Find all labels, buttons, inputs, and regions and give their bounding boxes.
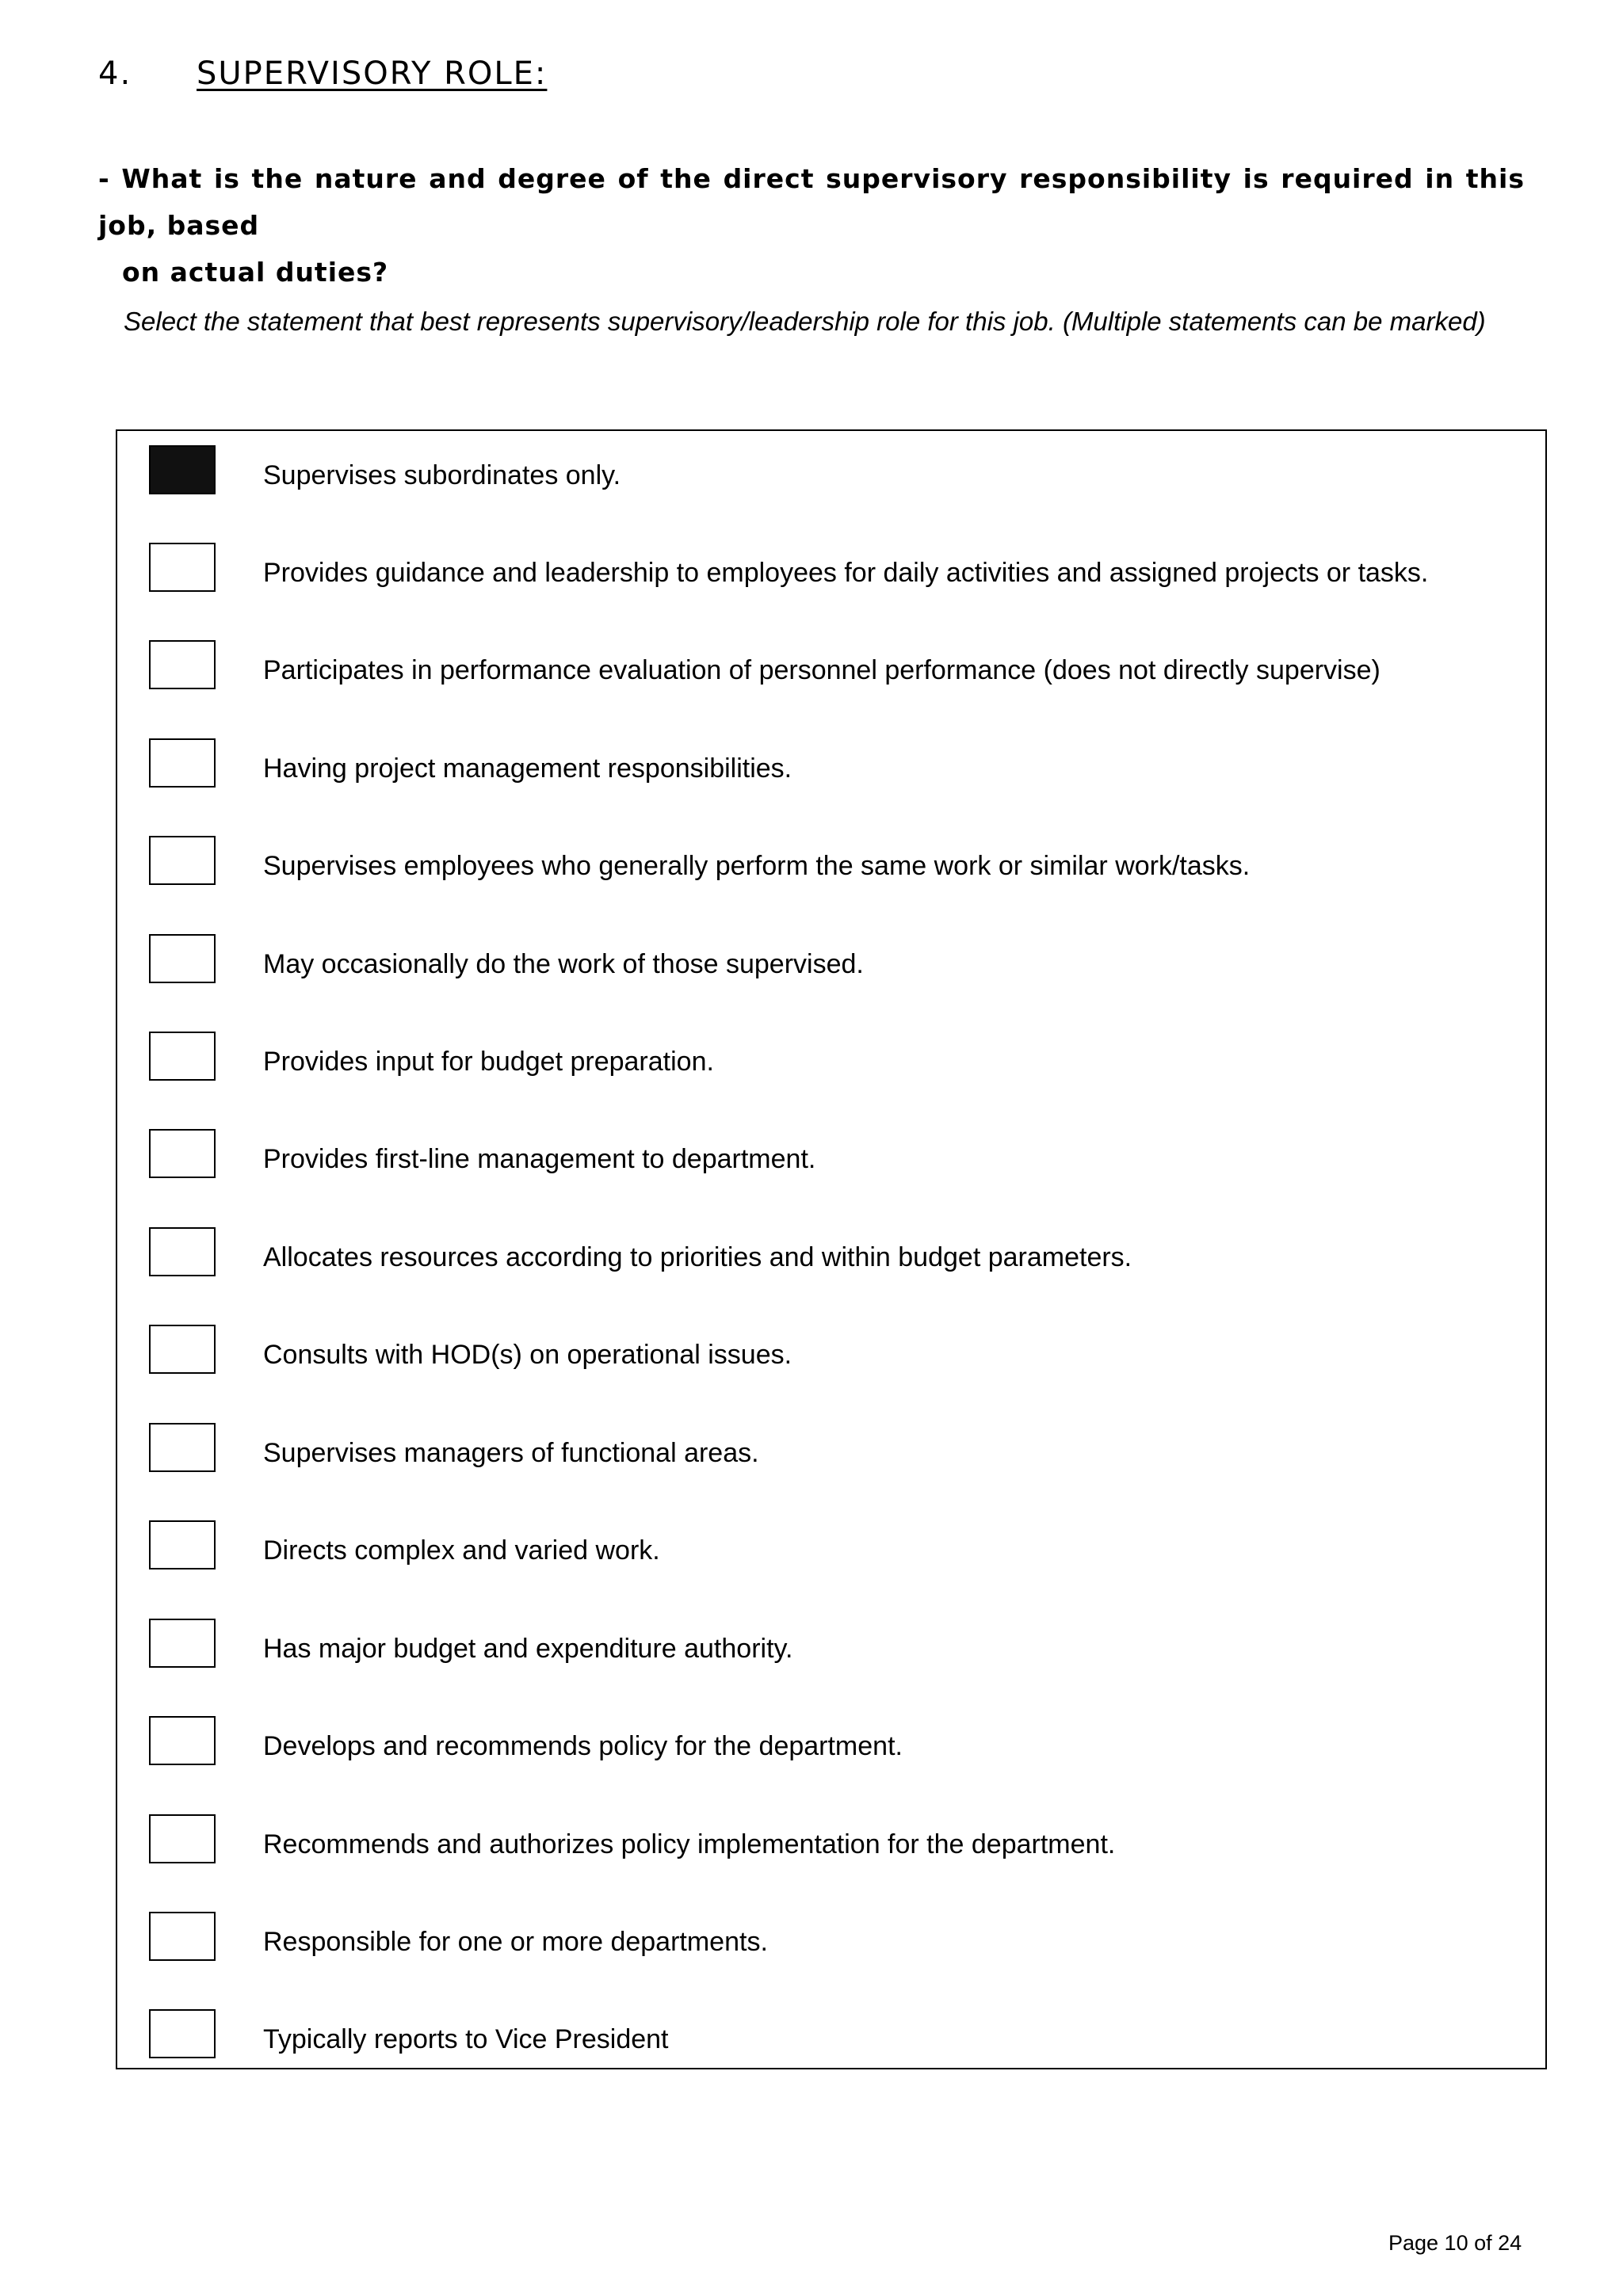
- option-row: [117, 1423, 1545, 1470]
- option-checkbox[interactable]: [149, 543, 216, 592]
- option-label: Has major budget and expenditure authority.: [263, 1634, 793, 1664]
- question-text: [98, 155, 1525, 296]
- option-label: Consults with HOD(s) on operational issues.: [263, 1340, 792, 1370]
- option-checkbox-checked[interactable]: [149, 445, 216, 494]
- section-title: SUPERVISORY ROLE:: [197, 55, 548, 92]
- option-row: [117, 1912, 1545, 1959]
- option-row: [117, 1814, 1545, 1862]
- option-row: [117, 836, 1545, 883]
- option-checkbox[interactable]: [149, 934, 216, 983]
- option-row: [117, 1325, 1545, 1372]
- option-checkbox[interactable]: [149, 640, 216, 689]
- option-label: Supervises subordinates only.: [263, 460, 621, 490]
- option-label: Provides first-line management to department.: [263, 1144, 816, 1174]
- option-row: [117, 640, 1545, 688]
- option-checkbox[interactable]: [149, 1619, 216, 1668]
- option-label: Typically reports to Vice President: [263, 2024, 669, 2054]
- option-checkbox[interactable]: [149, 1325, 216, 1374]
- option-label: Supervises employees who generally perform the same work or similar work/tasks.: [263, 851, 1251, 881]
- option-checkbox[interactable]: [149, 1814, 216, 1863]
- page-number: Page 10 of 24: [1388, 2231, 1522, 2255]
- question-line-2: on actual duties?: [122, 257, 389, 288]
- option-row: [117, 1227, 1545, 1275]
- option-checkbox[interactable]: [149, 738, 216, 788]
- option-row: [117, 934, 1545, 982]
- option-label: Directs complex and varied work.: [263, 1535, 660, 1566]
- option-row: [117, 2009, 1545, 2057]
- option-row: [117, 445, 1545, 493]
- option-label: May occasionally do the work of those supervised.: [263, 949, 864, 979]
- option-checkbox[interactable]: [149, 1129, 216, 1178]
- option-label: Supervises managers of functional areas.: [263, 1438, 759, 1468]
- option-row: [117, 738, 1545, 786]
- option-checkbox[interactable]: [149, 1716, 216, 1765]
- option-label: Responsible for one or more departments.: [263, 1927, 768, 1957]
- option-checkbox[interactable]: [149, 1520, 216, 1569]
- option-label: Recommends and authorizes policy implementation for the department.: [263, 1829, 1116, 1859]
- option-label: Develops and recommends policy for the department.: [263, 1731, 903, 1761]
- option-row: [117, 543, 1545, 590]
- instruction-text: Select the statement that best represents supervisory/leadership role for this job. (Multiple statements can be marked): [124, 307, 1486, 336]
- option-checkbox[interactable]: [149, 2009, 216, 2058]
- options-list: [116, 429, 1547, 2069]
- option-checkbox[interactable]: [149, 1423, 216, 1472]
- question-line-1: - What is the nature and degree of the direct supervisory responsibility is required in this job, based: [98, 163, 1525, 241]
- option-label: Provides guidance and leadership to employees for daily activities and assigned projects or tasks.: [263, 558, 1429, 588]
- option-row: [117, 1520, 1545, 1568]
- option-label: Participates in performance evaluation of personnel performance (does not directly supervise): [263, 655, 1381, 685]
- section-number: 4.: [98, 55, 132, 92]
- option-checkbox[interactable]: [149, 1912, 216, 1961]
- option-checkbox[interactable]: [149, 1227, 216, 1276]
- option-checkbox[interactable]: [149, 836, 216, 885]
- option-label: Provides input for budget preparation.: [263, 1047, 714, 1077]
- option-checkbox[interactable]: [149, 1032, 216, 1081]
- option-row: [117, 1619, 1545, 1666]
- option-label: Allocates resources according to priorities and within budget parameters.: [263, 1242, 1132, 1272]
- option-row: [117, 1032, 1545, 1079]
- option-row: [117, 1129, 1545, 1177]
- option-row: [117, 1716, 1545, 1764]
- option-label: Having project management responsibilities.: [263, 753, 792, 784]
